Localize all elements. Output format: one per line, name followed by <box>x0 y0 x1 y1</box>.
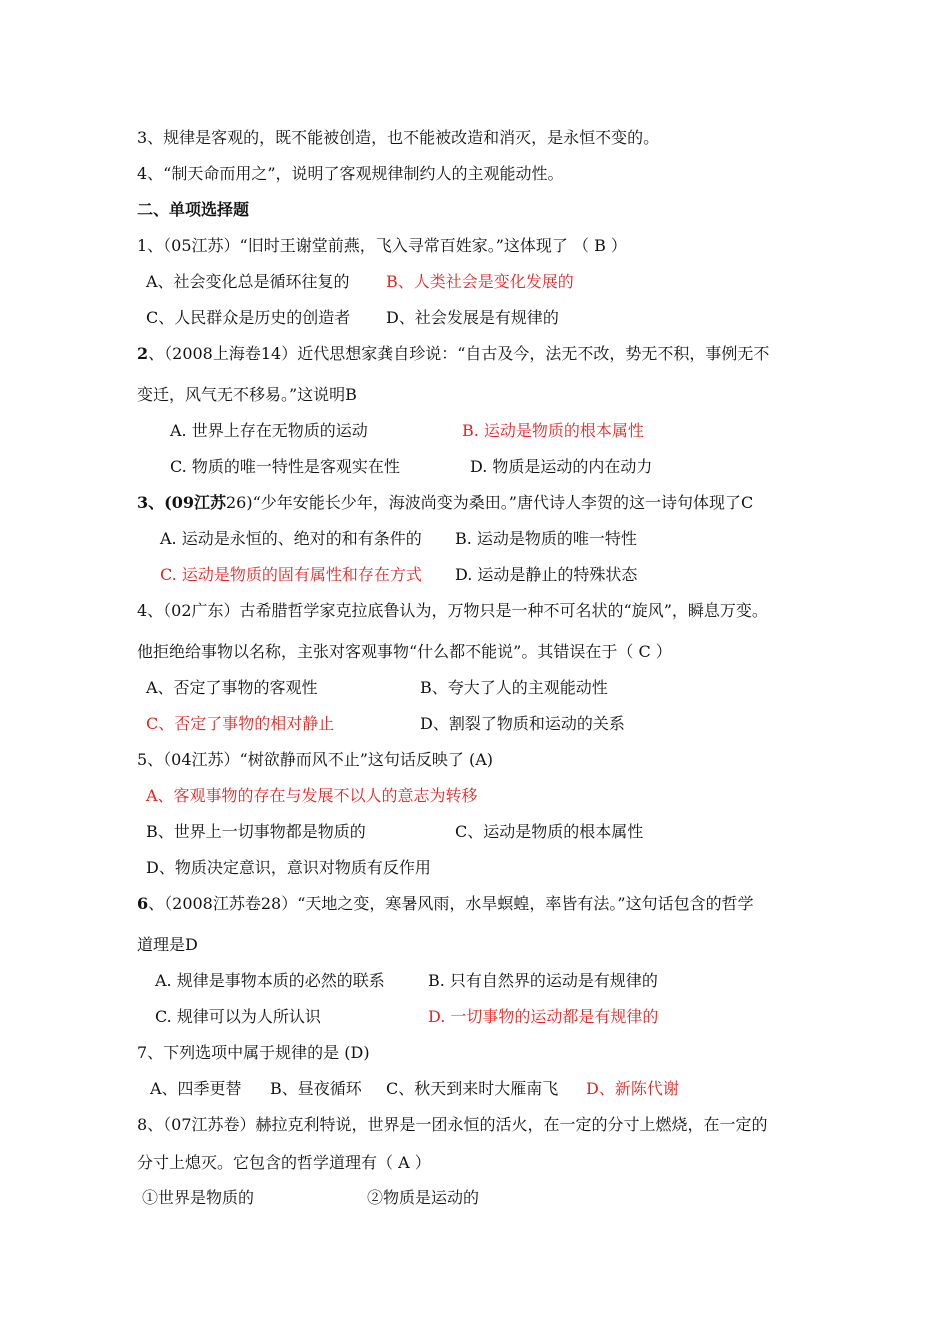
question-6-option-c: C. 规律可以为人所认识 <box>155 1007 321 1026</box>
question-2-number: 2 <box>137 344 149 363</box>
question-3-stem: 3、(09江苏26)“少年安能长少年，海波尚变为桑田。”唐代诗人李贺的这一诗句体现了C <box>137 493 754 512</box>
question-2-option-b-answer: B. 运动是物质的根本属性 <box>462 421 644 440</box>
question-8-statement-2: ②物质是运动的 <box>367 1188 480 1207</box>
question-4-stem-line-2: 他拒绝给事物以名称，主张对客观事物“什么都不能说”。其错误在于（ C ） <box>137 642 672 661</box>
question-1-option-c: C、人民群众是历史的创造者 <box>146 308 351 327</box>
question-8-statement-1: ①世界是物质的 <box>142 1188 255 1207</box>
question-2-option-c: C. 物质的唯一特性是客观实在性 <box>170 457 400 476</box>
question-8-stem-line-1: 8、（07江苏卷）赫拉克利特说，世界是一团永恒的活火，在一定的分寸上燃烧，在一定的 <box>137 1115 768 1134</box>
question-3-option-c-answer: C. 运动是物质的固有属性和存在方式 <box>160 565 422 584</box>
question-3-option-a: A. 运动是永恒的、绝对的和有条件的 <box>160 529 422 548</box>
question-6-number: 6 <box>137 894 149 913</box>
question-6-stem-line-2: 道理是D <box>137 935 198 954</box>
question-4-option-c-answer: C、否定了事物的相对静止 <box>146 714 335 733</box>
question-7-stem: 7、下列选项中属于规律的是 (D) <box>137 1043 370 1062</box>
question-7-option-c: C、秋天到来时大雁南飞 <box>386 1079 559 1098</box>
question-6-option-a: A. 规律是事物本质的必然的联系 <box>155 971 385 990</box>
question-7-option-d-answer: D、新陈代谢 <box>586 1079 679 1098</box>
question-1-option-a: A、社会变化总是循环往复的 <box>146 272 350 291</box>
section-title: 二、单项选择题 <box>137 200 250 219</box>
question-4-option-d: D、割裂了物质和运动的关系 <box>420 714 625 733</box>
question-4-stem-line-1: 4、（02广东）古希腊哲学家克拉底鲁认为，万物只是一种不可名状的“旋风”，瞬息万变。 <box>137 601 768 620</box>
question-8-stem-line-2: 分寸上熄灭。它包含的哲学道理有（ A ） <box>137 1153 431 1172</box>
question-1-stem: 1、（05江苏）“旧时王谢堂前燕，飞入寻常百姓家。”这体现了 （ B ） <box>137 236 627 255</box>
question-2-option-d: D. 物质是运动的内在动力 <box>470 457 653 476</box>
question-7-option-b: B、昼夜循环 <box>270 1079 362 1098</box>
judgment-4: 4、“制天命而用之”，说明了客观规律制约人的主观能动性。 <box>137 164 564 183</box>
question-1-option-b-answer: B、人类社会是变化发展的 <box>386 272 574 291</box>
question-2-option-a: A. 世界上存在无物质的运动 <box>170 421 368 440</box>
question-5-stem: 5、（04江苏）“树欲静而风不止”这句话反映了 (A) <box>137 750 494 769</box>
question-6-option-d-answer: D. 一切事物的运动都是有规律的 <box>428 1007 659 1026</box>
question-6-option-b: B. 只有自然界的运动是有规律的 <box>428 971 658 990</box>
question-4-option-a: A、否定了事物的客观性 <box>146 678 318 697</box>
question-3-option-b: B. 运动是物质的唯一特性 <box>455 529 637 548</box>
question-5-option-d: D、物质决定意识，意识对物质有反作用 <box>146 858 431 877</box>
question-7-option-a: A、四季更替 <box>150 1079 242 1098</box>
question-2-stem-line-2: 变迁，风气无不移易。”这说明B <box>137 385 357 404</box>
judgment-3: 3、规律是客观的，既不能被创造，也不能被改造和消灭，是永恒不变的。 <box>137 128 660 147</box>
question-5-option-c: C、运动是物质的根本属性 <box>455 822 644 841</box>
question-3-number: 3 <box>137 493 149 512</box>
question-2-stem-line-1: 2、（2008上海卷14）近代思想家龚自珍说：“自古及今，法无不改，势无不积，事例无不 <box>137 344 770 363</box>
question-5-option-b: B、世界上一切事物都是物质的 <box>146 822 366 841</box>
question-6-stem-line-1: 6、（2008江苏卷28）“天地之变，寒暑风雨，水旱螟蝗，率皆有法。”这句话包含的哲学 <box>137 894 754 913</box>
question-4-option-b: B、夸大了人的主观能动性 <box>420 678 608 697</box>
question-5-option-a-answer: A、客观事物的存在与发展不以人的意志为转移 <box>146 786 478 805</box>
question-1-option-d: D、社会发展是有规律的 <box>386 308 559 327</box>
question-3-option-d: D. 运动是静止的特殊状态 <box>455 565 638 584</box>
